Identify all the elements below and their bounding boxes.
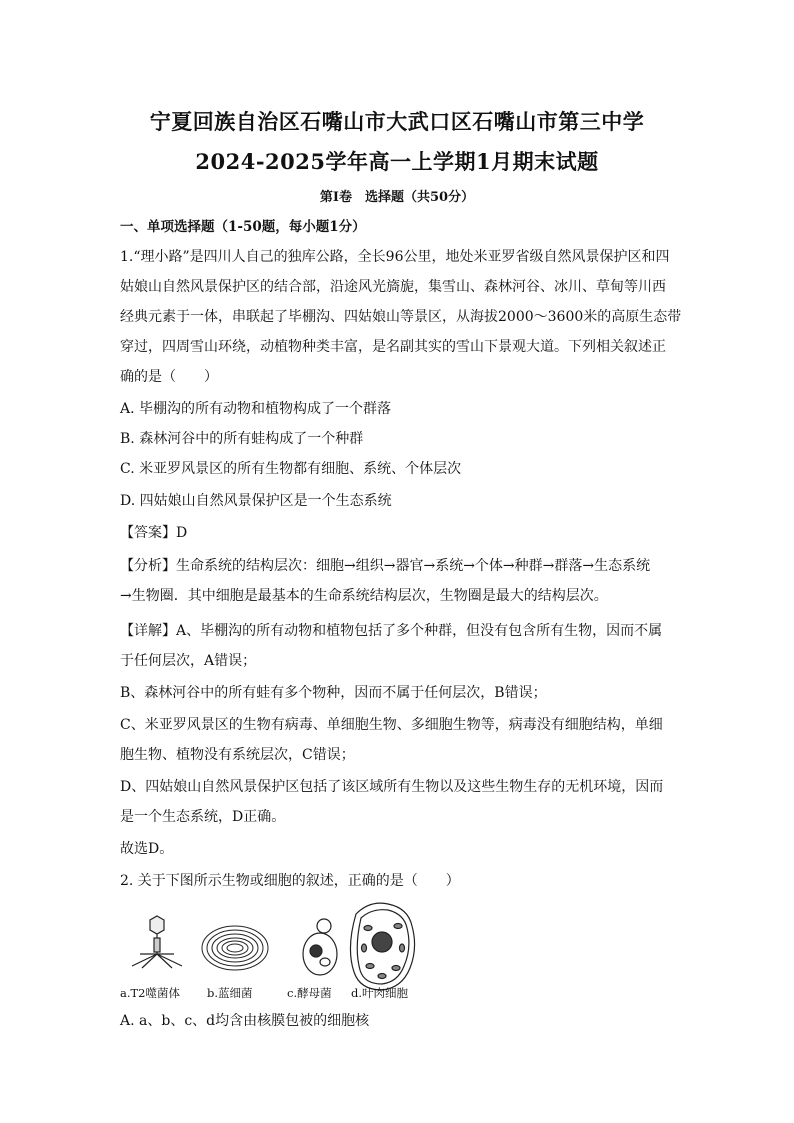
q1-stem-line: 姑娘山自然风景保护区的结合部，沿途风光旖旎，集雪山、森林河谷、冰川、草甸等川西 [120,279,666,295]
q1-detail-line: D、四姑娘山自然风景保护区包括了该区域所有生物以及这些生物生存的无机环境，因而 [120,779,664,795]
figure-label-d: d.叶肉细胞 [351,986,409,1000]
q1-detail-line: 胞生物、植物没有系统层次，C错误； [120,747,355,763]
q1-analysis-line: →生物圈．其中细胞是最基本的生命系统结构层次，生物圈是最大的结构层次。 [120,588,608,604]
title-line-2: 2024-2025学年高一上学期1月期末试题 [195,149,599,174]
mesophyll-cell-drawing [350,903,414,990]
q1-detail-line: 【详解】A、毕棚沟的所有动物和植物包括了多个种群，但没有包含所有生物，因而不属 [120,623,663,639]
figure-label-a: a.T2噬菌体 [120,986,180,1000]
q1-answer: 【答案】D [120,525,188,541]
q1-option-b: B. 森林河谷中的所有蛙构成了一个种群 [120,431,364,447]
q2-option-a: A. a、b、c、d均含由核膜包被的细胞核 [120,1013,370,1029]
q1-detail-line: B、森林河谷中的所有蛙有多个物种，因而不属于任何层次，B错误； [120,685,547,701]
q1-option-d: D. 四姑娘山自然风景保护区是一个生态系统 [120,493,392,509]
q1-detail-line: 故选D。 [120,841,174,857]
figure-label-b: b.蓝细菌 [207,986,253,1000]
q1-analysis-line: 【分析】生命系统的结构层次：细胞→组织→器官→系统→个体→种群→群落→生态系统 [120,558,651,574]
title-line-1: 宁夏回族自治区石嘴山市大武口区石嘴山市第三中学 [149,109,645,134]
section-heading: 第Ⅰ卷 选择题（共50分） [319,190,475,205]
q2-stem: 2. 关于下图所示生物或细胞的叙述，正确的是（ ） [120,873,460,889]
q1-detail-line: 是一个生态系统，D正确。 [120,809,286,825]
q1-stem-line: 穿过，四周雪山环绕，动植物种类丰富，是名副其实的雪山下景观大道。下列相关叙述正 [120,339,666,355]
q1-stem-line: 经典元素于一体，串联起了毕棚沟、四姑娘山等景区，从海拔2000～3600米的高原生态带 [120,309,682,325]
t2-phage-drawing [132,916,182,968]
q1-option-a: A. 毕棚沟的所有动物和植物构成了一个群落 [120,401,392,417]
part-heading: 一、单项选择题（1-50题，每小题1分） [120,219,366,235]
figure-label-c: c.酵母菌 [287,986,332,1000]
q1-option-c: C. 米亚罗风景区的所有生物都有细胞、系统、个体层次 [120,461,462,477]
q1-detail-line: 于任何层次，A错误； [120,653,257,669]
q1-detail-line: C、米亚罗风景区的生物有病毒、单细胞生物、多细胞生物等，病毒没有细胞结构，单细 [120,717,663,733]
yeast-drawing [303,919,337,975]
cyanobacteria-drawing [202,926,268,970]
q1-stem-line: 1.“理小路”是四川人自己的独库公路，全长96公里，地处米亚罗省级自然风景保护区和四 [120,249,670,265]
q1-stem-line: 确的是（ ） [120,369,218,385]
